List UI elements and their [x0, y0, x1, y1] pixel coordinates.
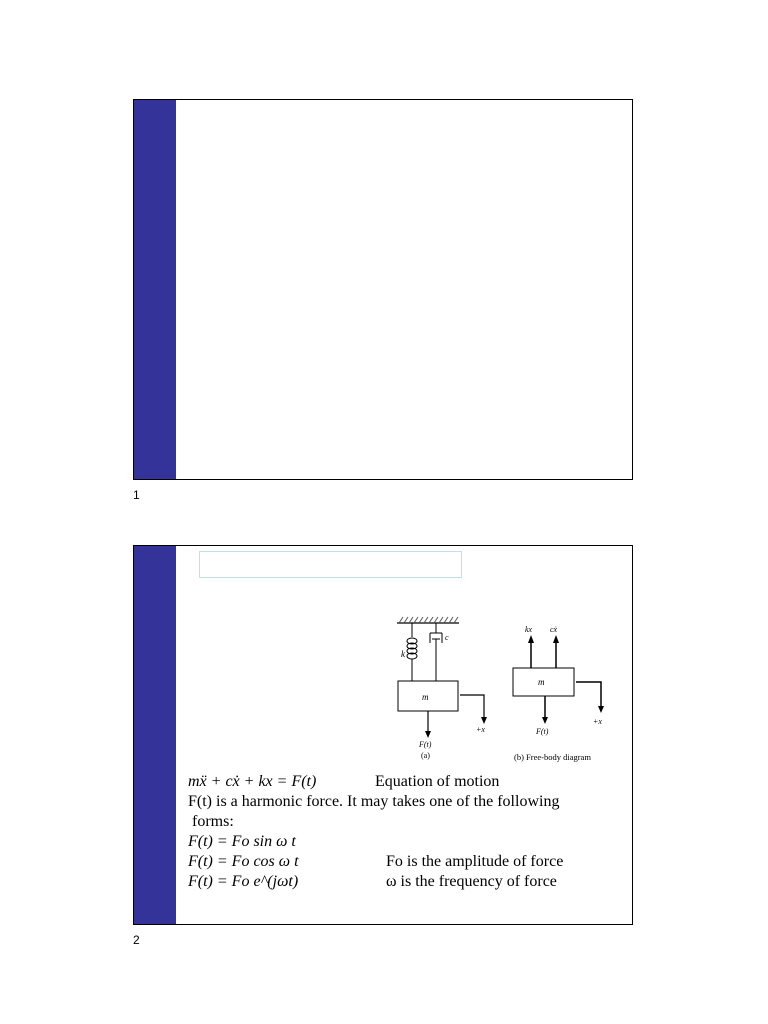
form-cosine: F(t) = Fo cos ω t	[188, 853, 299, 870]
label-m-a: m	[422, 692, 429, 702]
label-cx: cẋ	[550, 625, 558, 634]
label-k: k	[401, 649, 405, 659]
note-frequency: ω is the frequency of force	[386, 873, 557, 890]
slide-title-placeholder	[199, 551, 462, 578]
page-number-1: 1	[133, 488, 140, 502]
label-m-b: m	[538, 677, 545, 687]
description-line-1: F(t) is a harmonic force. It may takes one of the following	[188, 793, 560, 810]
vibration-diagram	[379, 611, 609, 771]
label-x-a: +x	[476, 725, 485, 734]
label-a: (a)	[421, 751, 430, 760]
label-force-b: F(t)	[536, 727, 549, 736]
form-sine: F(t) = Fo sin ω t	[188, 833, 296, 850]
slide-2	[133, 545, 633, 925]
label-kx: kx	[525, 625, 533, 634]
equation-of-motion: mẍ + cẋ + kx = F(t)	[188, 773, 317, 790]
equation-of-motion-label: Equation of motion	[375, 773, 500, 790]
slide-side-bar	[134, 546, 176, 924]
page-number-2: 2	[133, 933, 140, 947]
description-line-2: forms:	[192, 813, 234, 830]
label-force-a: F(t)	[419, 740, 432, 749]
form-exponential: F(t) = Fo e^(jωt)	[188, 873, 299, 890]
caption-free-body: (b) Free-body diagram	[514, 752, 591, 762]
note-amplitude: Fo is the amplitude of force	[386, 853, 564, 870]
slide-side-bar	[134, 100, 176, 479]
slide-1	[133, 99, 633, 480]
spring-mass-damper-figure	[397, 617, 487, 738]
label-x-b: +x	[593, 717, 602, 726]
free-body-diagram-figure	[513, 635, 604, 724]
label-c: c	[445, 633, 449, 642]
